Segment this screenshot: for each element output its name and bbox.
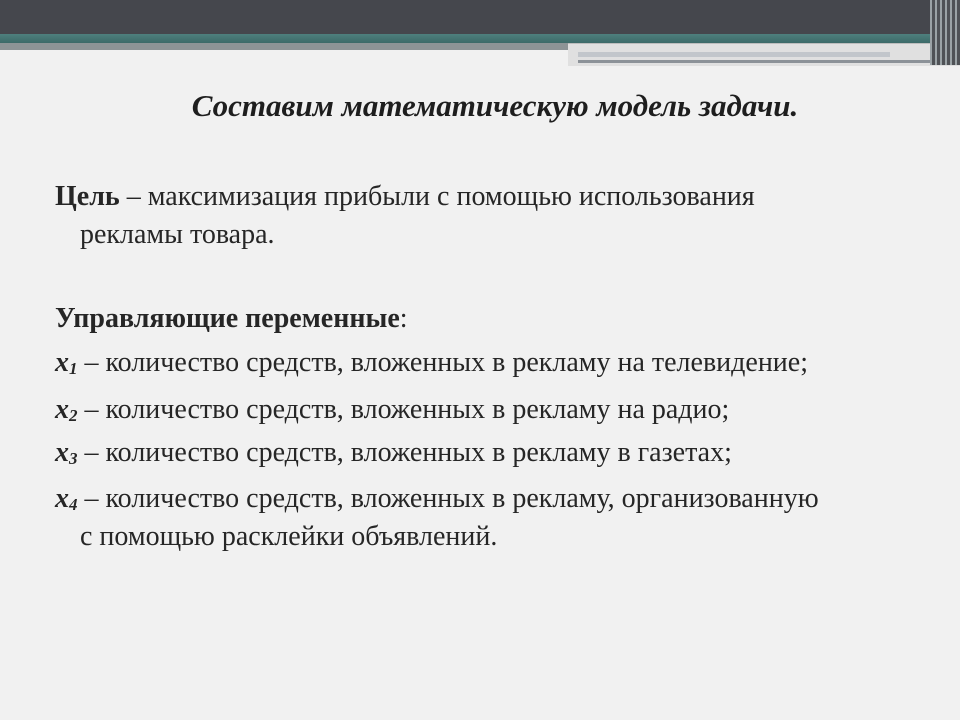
header-dark-band xyxy=(0,0,960,34)
variable-symbol: $x_4$ xyxy=(55,483,78,514)
variable-description: – количество средств, вложенных в рекламу, организованную xyxy=(77,483,819,514)
variable-item-x3 xyxy=(55,434,935,472)
header-teal-band xyxy=(0,34,960,43)
variable-description: – количество средств, вложенных в рекламу на радио; xyxy=(77,394,730,425)
control-variables-heading xyxy=(55,300,935,338)
variable-item-x1 xyxy=(55,344,935,382)
goal-text: – максимизация прибыли с помощью использования xyxy=(119,181,755,212)
control-variables-label: Управляющие переменные xyxy=(55,303,400,334)
variable-symbol: $x_1$ xyxy=(55,347,78,378)
variable-symbol: $x_3$ xyxy=(55,437,78,468)
variable-description: – количество средств, вложенных в рекламу на телевидение; xyxy=(77,347,809,378)
variable-continuation: с помощью расклейки объявлений. xyxy=(80,521,498,552)
goal-paragraph xyxy=(55,178,935,254)
header-step-line xyxy=(578,52,890,57)
slide-title: Составим математическую модель задачи. xyxy=(191,88,799,123)
header-corner-stripes xyxy=(930,0,960,65)
variable-item-x2 xyxy=(55,391,935,429)
control-variables-suffix: : xyxy=(399,303,408,334)
header-step-line-lower xyxy=(578,60,943,63)
variable-item-x4 xyxy=(55,480,935,556)
variable-description: – количество средств, вложенных в рекламу в газетах; xyxy=(77,437,732,468)
goal-label: Цель xyxy=(55,181,120,212)
goal-continuation: рекламы товара. xyxy=(80,219,275,250)
variable-symbol: $x_2$ xyxy=(55,394,78,425)
